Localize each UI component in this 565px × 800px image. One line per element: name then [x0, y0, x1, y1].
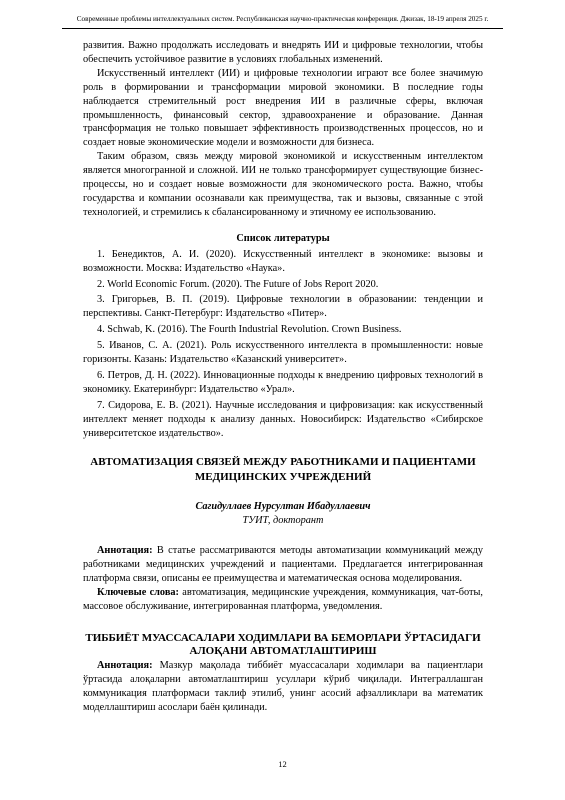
page-number: 12	[278, 759, 287, 769]
author-name: Сагидуллаев Нурсултан Ибадуллаевич	[195, 501, 371, 513]
paragraph: Искусственный интеллект (ИИ) и цифровые технологии играют все более значимую роль в формировании и трансформации мировой экономики. В последние годы наблюдается стремительный рост внедрения ИИ в различные сферы, включая промышленность, финансовый сектор, здравоохранение и образование. Данная трансформация не только повышает эффективность производственных процессов, но и создает новые экономические модели и возможности для бизнеса.	[83, 67, 483, 149]
paragraph: Таким образом, связь между мировой экономикой и искусственным интеллектом является многогранной и сложной. ИИ не только трансформирует существующие бизнес-процессы, но и создает новые возможности для экономического роста. Важно, чтобы государства и компании осознавали как преимущества, так и вызовы, связанные с этой технологией, и стремились к сбалансированному и этичному ее использованию.	[83, 151, 483, 218]
article-title-uz: ТИББИЁТ МУАССАСАЛАРИ ХОДИМЛАРИ ВА БЕМОРЛАРИ ЎРТАСИДАГИ АЛОҚАНИ АВТОМАТЛАШТИРИШ	[85, 631, 481, 658]
abstract	[83, 544, 483, 586]
keywords	[83, 586, 483, 614]
reference-item: 7. Сидорова, Е. В. (2021). Научные исследования и цифровизация: как искусственный интеллект меняет подходы к анализу данных. Новосибирск: Издательство «Сибирское университетское издательство».	[83, 399, 483, 439]
reference-item: 4. Schwab, K. (2016). The Fourth Industrial Revolution. Crown Business.	[97, 324, 402, 336]
abstract-uz-text: Мазкур мақолада тиббиёт муассасалари ходимлари ва пациентлари ўртасида алоқаларни автоматлаштириш усуллари кўриб чиқилади. Интеграллашган коммуникация платформаси таклиф этилиб, унинг асосий афзалликлари ва математик моделлаштириш асослари баён қилинади.	[83, 659, 483, 713]
reference-item: 1. Бенедиктов, А. И. (2020). Искусственный интеллект в экономике: вызовы и возможности. Москва: Издательство «Наука».	[83, 248, 483, 274]
reference-item: 6. Петров, Д. Н. (2022). Инновационные подходы к внедрению цифровых технологий в экономику. Екатеринбург: Издательство «Урал».	[83, 369, 483, 395]
abstract-text: В статье рассматриваются методы автоматизации коммуникаций между работниками медицинских учреждений и пациентами. Предлагается интегрированная платформа связи, описаны ее преимущества и математическая основа моделирования.	[83, 545, 483, 585]
abstract-label: Аннотация:	[97, 545, 153, 557]
references-heading: Список литературы	[236, 232, 330, 244]
author-affiliation: ТУИТ, докторант	[242, 515, 324, 527]
keywords-label: Ключевые слова:	[97, 587, 179, 598]
reference-item: 5. Иванов, С. А. (2021). Роль искусственного интеллекта в промышленности: новые горизонты. Казань: Издательство «Казанский университет».	[83, 340, 483, 366]
reference-item: 2. World Economic Forum. (2020). The Future of Jobs Report 2020.	[97, 278, 379, 290]
running-header: Современные проблемы интеллектуальных систем. Республиканская научно-практическая конференция. Джизак, 18-19 апреля 2025 г.	[76, 15, 489, 23]
keywords-text: автоматизация, медицинские учреждения, коммуникация, чат-боты, массовое обслуживание, интегрированная платформа, уведомления.	[83, 587, 483, 612]
article-title: АВТОМАТИЗАЦИЯ СВЯЗЕЙ МЕЖДУ РАБОТНИКАМИ И ПАЦИЕНТАМИ МЕДИЦИНСКИХ УЧРЕЖДЕНИЙ	[90, 456, 476, 484]
abstract-uz-label: Аннотация:	[97, 659, 153, 671]
header-divider	[62, 28, 503, 29]
paragraph-continued: развития. Важно продолжать исследовать и внедрять ИИ и цифровые технологии, чтобы обеспечить устойчивое развитие в условиях глобальных изменений.	[83, 40, 483, 65]
page-content	[83, 39, 483, 714]
reference-item: 3. Григорьев, В. П. (2019). Цифровые технологии в образовании: тенденции и перспективы. Санкт-Петербург: Издательство «Питер».	[83, 294, 483, 320]
abstract-uz	[83, 659, 483, 715]
